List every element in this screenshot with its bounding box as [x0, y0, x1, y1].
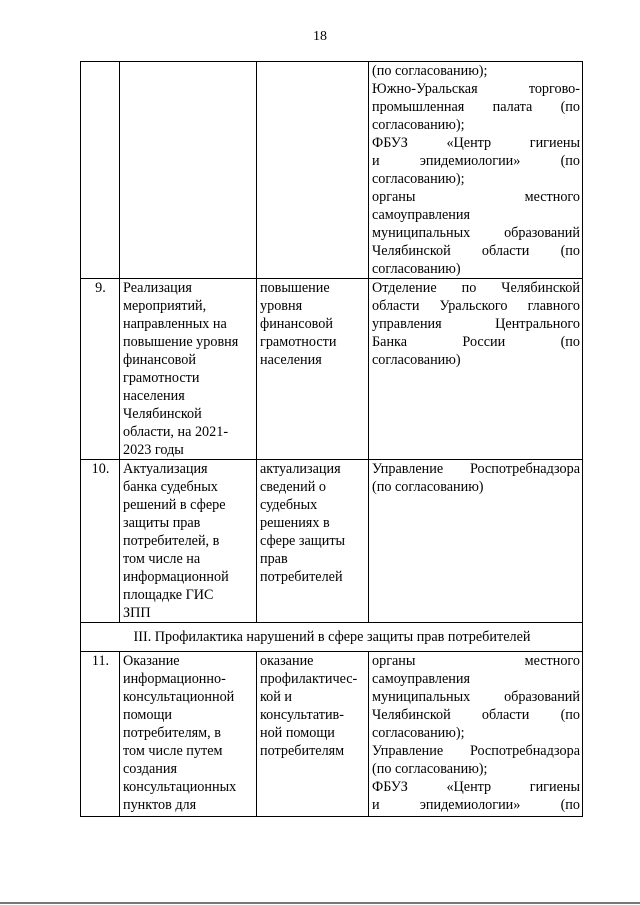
cell-line: уровня [260, 298, 303, 314]
cell-line: потребителей, в [123, 533, 220, 549]
cell-line: оказание [260, 653, 314, 669]
cell-line: кой и [260, 689, 292, 705]
cell-line: решениях в [260, 515, 330, 531]
executor-line: согласованию); [372, 171, 465, 187]
executors-cell [369, 279, 583, 460]
result-cell [257, 62, 369, 279]
table-row [81, 460, 583, 623]
cell-line: населения [260, 352, 322, 368]
table-row [81, 62, 583, 279]
executors-cell [369, 652, 583, 817]
executor-line: (по согласованию); [372, 761, 488, 777]
cell-line: решений в сфере [123, 497, 226, 513]
executor-line: ФБУЗ «Центр гигиены [372, 135, 580, 151]
executor-line: согласованию); [372, 725, 465, 741]
cell-line: повышение уровня [123, 334, 239, 350]
cell-line: финансовой [123, 352, 196, 368]
executor-line: промышленная палата (по [372, 99, 580, 115]
executors-cell [369, 62, 583, 279]
row-number [81, 62, 120, 279]
row-number: 10. [81, 460, 120, 623]
executor-line: органы местного [372, 653, 580, 669]
executor-line: области Уральского главного [372, 298, 580, 314]
executor-line: самоуправления [372, 671, 470, 687]
cell-line: прав [260, 551, 288, 567]
cell-line: банка судебных [123, 479, 218, 495]
executor-line: (по согласованию); [372, 63, 488, 79]
cell-line: направленных на [123, 316, 227, 332]
cell-line: сфере защиты [260, 533, 346, 549]
executors-cell [369, 460, 583, 623]
activity-cell [120, 652, 257, 817]
executor-line: Управление Роспотребнадзора [372, 461, 580, 477]
cell-line: информационной [123, 569, 229, 585]
cell-line: 2023 годы [123, 442, 184, 458]
cell-line: грамотности [260, 334, 337, 350]
executor-line: и эпидемиологии» (по [372, 153, 580, 169]
executor-line: Южно-Уральская торгово- [372, 81, 580, 97]
row-number: 11. [81, 652, 120, 817]
executor-line: муниципальных образований [372, 689, 580, 705]
cell-line: консультационной [123, 689, 235, 705]
cell-line: сведений о [260, 479, 326, 495]
cell-line: Челябинской [123, 406, 202, 422]
activity-cell [120, 62, 257, 279]
executor-line: согласованию) [372, 352, 461, 368]
executor-line: самоуправления [372, 207, 470, 223]
cell-line: области, на 2021- [123, 424, 229, 440]
executor-line: согласованию); [372, 117, 465, 133]
section-row [81, 623, 583, 652]
executor-line: ФБУЗ «Центр гигиены [372, 779, 580, 795]
executor-line: Отделение по Челябинской [372, 280, 580, 296]
scan-edge-divider [0, 902, 640, 904]
activity-cell [120, 460, 257, 623]
cell-line: Оказание [123, 653, 180, 669]
executor-line: Челябинской области (по [372, 707, 580, 723]
cell-line: Актуализация [123, 461, 208, 477]
page-number: 18 [313, 29, 327, 44]
executor-line: управления Центрального [372, 316, 580, 332]
cell-line: потребителям, в [123, 725, 221, 741]
cell-line: защиты прав [123, 515, 201, 531]
measures-table [80, 61, 583, 817]
cell-line: потребителям [260, 743, 345, 759]
cell-line: ной помощи [260, 725, 335, 741]
executor-line: и эпидемиологии» (по [372, 797, 580, 813]
cell-line: повышение [260, 280, 330, 296]
cell-line: населения [123, 388, 185, 404]
table-row [81, 652, 583, 817]
cell-line: актуализация [260, 461, 341, 477]
cell-line: том числе путем [123, 743, 223, 759]
executor-line: Управление Роспотребнадзора [372, 743, 580, 759]
cell-line: судебных [260, 497, 318, 513]
cell-line: том числе на [123, 551, 201, 567]
cell-line: площадке ГИС [123, 587, 214, 603]
result-cell [257, 279, 369, 460]
cell-line: консультатив- [260, 707, 344, 723]
cell-line: Реализация [123, 280, 192, 296]
executor-line: согласованию) [372, 261, 461, 277]
cell-line: консультационных [123, 779, 237, 795]
executor-line: Челябинской области (по [372, 243, 580, 259]
activity-cell [120, 279, 257, 460]
executor-line: муниципальных образований [372, 225, 580, 241]
section-title: III. Профилактика нарушений в сфере защиты прав потребителей [81, 623, 583, 652]
result-cell [257, 460, 369, 623]
cell-line: пунктов для [123, 797, 197, 813]
executor-line: (по согласованию) [372, 479, 484, 495]
executor-line: органы местного [372, 189, 580, 205]
cell-line: создания [123, 761, 177, 777]
executor-line: Банка России (по [372, 334, 580, 350]
cell-line: профилактичес- [260, 671, 358, 687]
cell-line: ЗПП [123, 605, 151, 621]
cell-line: потребителей [260, 569, 343, 585]
result-cell [257, 652, 369, 817]
cell-line: грамотности [123, 370, 200, 386]
row-number: 9. [81, 279, 120, 460]
cell-line: финансовой [260, 316, 333, 332]
table-row [81, 279, 583, 460]
cell-line: мероприятий, [123, 298, 207, 314]
cell-line: помощи [123, 707, 173, 723]
cell-line: информационно- [123, 671, 226, 687]
